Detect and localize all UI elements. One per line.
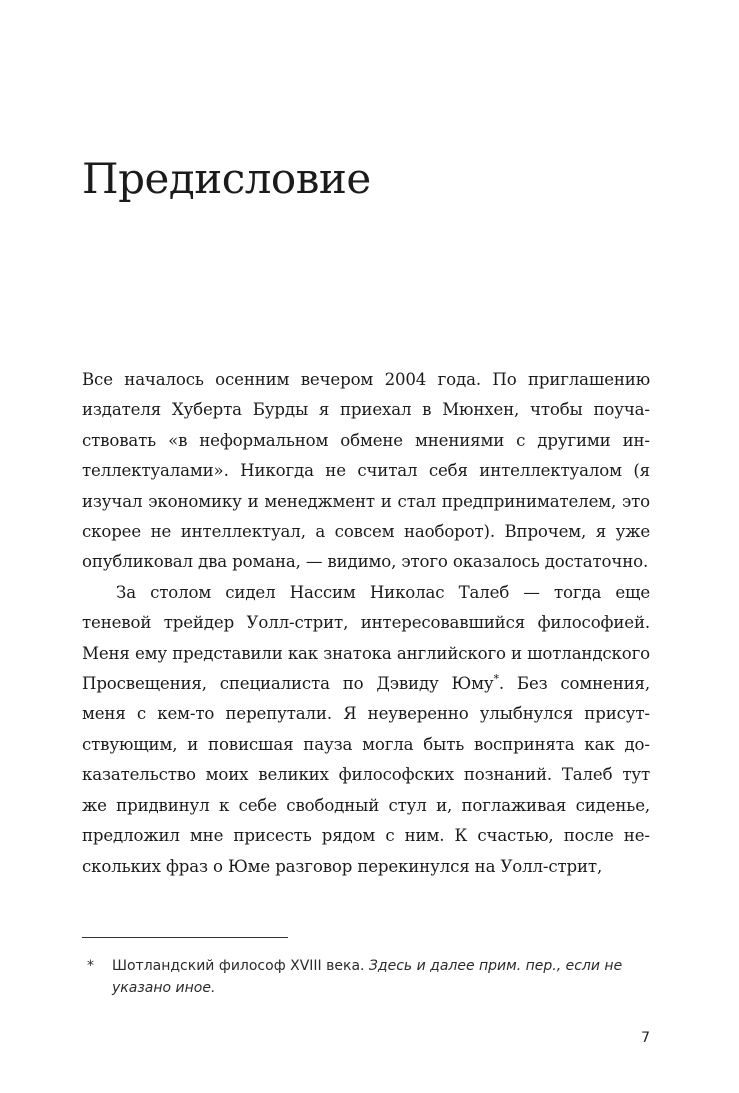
paragraph-text: За столом сидел Нассим Николас Талеб — тогда еще теневой трейдер Уолл-стрит, интересовавшийся философией. Меня ему представили как знатока английского и шотландского Просвещения, специалиста по Дэвиду Юму [82, 582, 650, 694]
footnote-text: Шотландский философ XVIII века. [112, 958, 369, 974]
footnote-editor-note: Здесь и далее прим. пер., если не указано иное. [112, 958, 623, 996]
body-text [82, 365, 650, 882]
footnote-reference: * [493, 672, 499, 686]
paragraph [82, 578, 650, 882]
page-number: 7 [641, 1030, 650, 1046]
chapter-title: Предисловие [82, 154, 371, 203]
footnote [87, 955, 652, 999]
paragraph-text: . Без сомнения, меня с кем-то перепутали. Я неуверенно улыбнулся присутствующим, и повисшая пауза могла быть воспринята как доказательство моих великих философских познаний. Талеб тут же придвинул к себе свободный стул и, поглаживая сиденье, предложил мне присесть рядом с ним. К счастью, после нескольких фраз о Юме разговор перекинулся на Уолл-стрит, [82, 674, 650, 876]
footnote-marker: * [87, 958, 94, 974]
paragraph: Все началось осенним вечером 2004 года. По приглашению издателя Хуберта Бурды я приехал в Мюнхен, чтобы поучаствовать «в неформальном обмене мнениями с другими интеллектуалами». Никогда не считал себя интеллектуалом (я изучал экономику и менеджмент и стал предпринимателем, это скорее не интеллектуал, а совсем наоборот). Впрочем, я уже опубликовал два романа, — видимо, этого оказалось достаточно. [82, 370, 650, 572]
footnote-separator [82, 937, 288, 938]
